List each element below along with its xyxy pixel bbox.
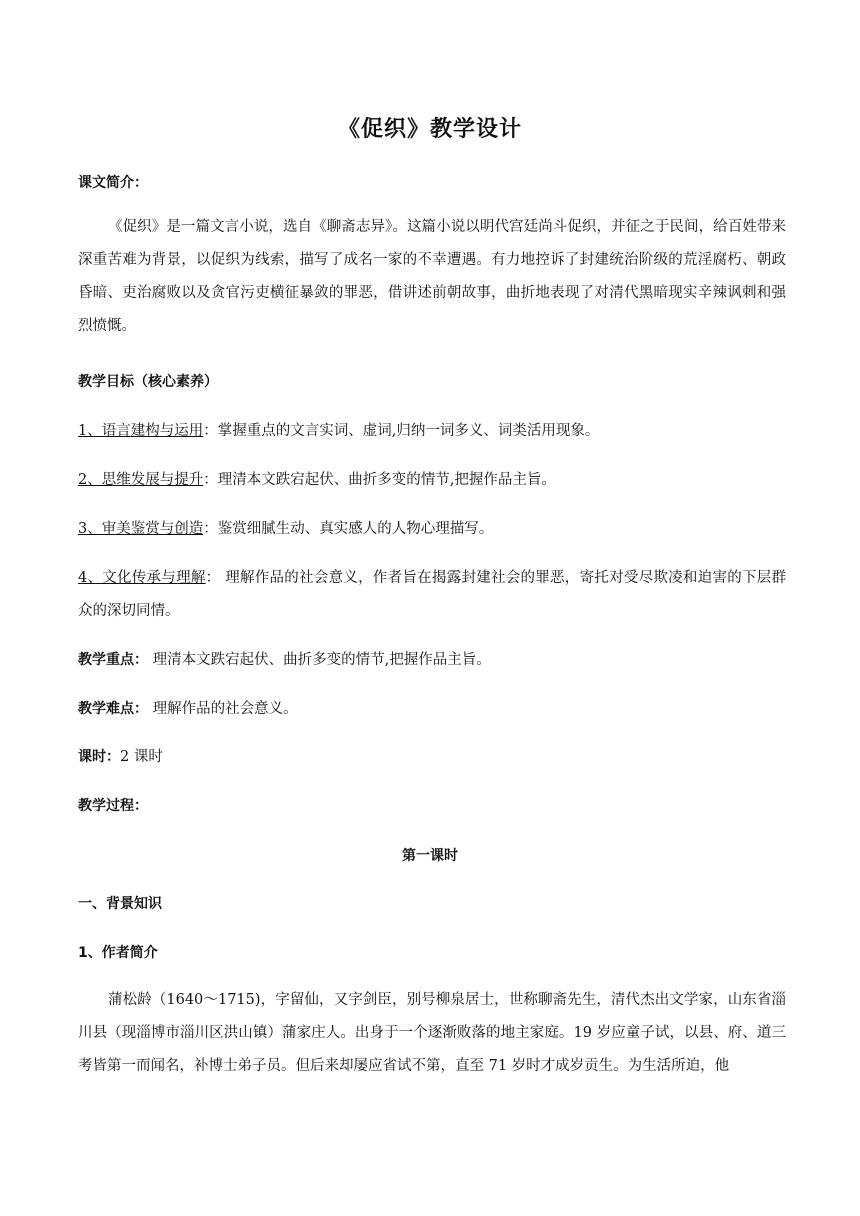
class-hours — [78, 741, 786, 774]
key-point — [78, 644, 786, 677]
intro-paragraph: 《促织》是一篇文言小说，选自《聊斋志异》。这篇小说以明代宫廷尚斗促织，并征之于民间，给百姓带来深重苦难为背景，以促织为线索，描写了成名一家的不幸遭遇。有力地控诉了封建统治阶级的荒淫腐朽、朝政昏暗、吏治腐败以及贪官污吏横征暴敛的罪恶，借讲述前朝故事，曲折地表现了对清代黑暗现实辛辣讽刺和强烈愤慨。 — [78, 219, 786, 334]
class-hours-label: 课时： — [78, 749, 120, 765]
goal-label: 1、语言建构与运用 — [78, 423, 204, 439]
document-title: 《促织》教学设计 — [337, 117, 522, 142]
goal-item-2 — [78, 464, 786, 497]
goals-heading: 教学目标（核心素养） — [78, 374, 218, 390]
goal-label: 3、审美鉴赏与创造 — [78, 521, 204, 537]
goal-text: ：掌握重点的文言实词、虚词,归纳一词多义、词类活用现象。 — [203, 423, 600, 439]
goal-label: 2、思维发展与提升 — [78, 472, 204, 488]
key-point-text: 理清本文跌宕起伏、曲折多变的情节,把握作品主旨。 — [148, 652, 491, 668]
difficulty-label: 教学难点： — [78, 701, 148, 717]
difficulty — [78, 693, 786, 726]
intro-heading: 课文简介： — [78, 175, 148, 191]
goal-item-3 — [78, 513, 786, 546]
goal-item-1 — [78, 415, 786, 448]
section-heading: 一、背景知识 — [78, 896, 162, 912]
key-point-label: 教学重点： — [78, 652, 148, 668]
goal-text: ： 理解作品的社会意义，作者旨在揭露封建社会的罪恶，寄托对受尽欺凌和迫害的下层群众的深切同情。 — [78, 570, 786, 619]
lesson-title: 第一课时 — [402, 848, 458, 864]
goal-text: ：理清本文跌宕起伏、曲折多变的情节,把握作品主旨。 — [203, 472, 556, 488]
goal-item-4 — [78, 562, 786, 628]
class-hours-text: 2 课时 — [120, 749, 163, 765]
process-heading: 教学过程： — [78, 798, 148, 814]
goal-text: ：鉴赏细腻生动、真实感人的人物心理描写。 — [203, 521, 494, 537]
goal-label: 4、文化传承与理解 — [78, 570, 206, 586]
author-paragraph: 蒲松龄（1640～1715)，字留仙，又字剑臣，别号柳泉居士，世称聊斋先生，清代杰出文学家，山东省淄川县（现淄博市淄川区洪山镇）蒲家庄人。出身于一个逐渐败落的地主家庭。19 岁应童子试，以县、府、道三考皆第一而闻名，补博士弟子员。但后来却屡应省试不第，直至 71 岁时才成岁贡生。为生活所迫，他 — [78, 992, 786, 1074]
subsection-heading: 1、作者简介 — [78, 945, 158, 961]
difficulty-text: 理解作品的社会意义。 — [148, 701, 298, 717]
